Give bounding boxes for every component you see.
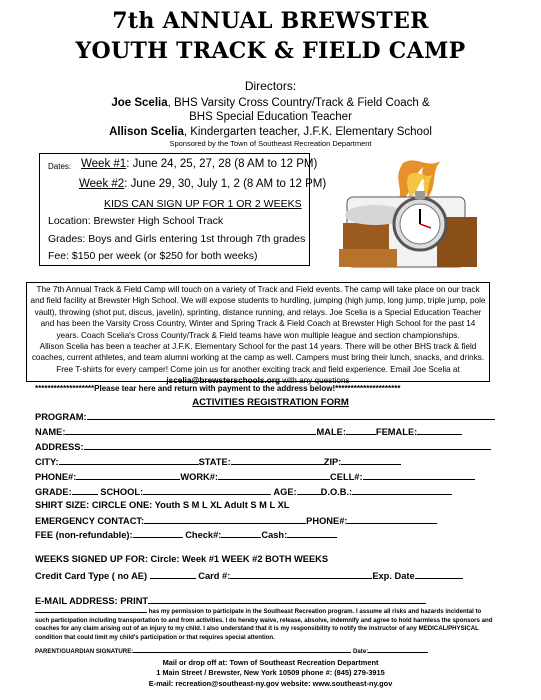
phone-label: PHONE#: <box>35 472 77 482</box>
email-line[interactable] <box>148 594 426 604</box>
state-label: STATE: <box>198 457 231 467</box>
address-label: ADDRESS: <box>35 442 84 452</box>
contact-email: jscelia@brewsterschools.org <box>166 376 280 386</box>
female-label: FEMALE: <box>375 427 418 437</box>
director-2-name: Allison Scelia <box>109 126 184 138</box>
grade-label: GRADE: <box>35 487 72 497</box>
exp-label: Exp. Date <box>372 571 415 581</box>
work-line[interactable] <box>218 470 330 480</box>
dob-line[interactable] <box>352 485 452 495</box>
credit-label: Credit Card Type ( no AE) <box>35 571 148 581</box>
description-p2-text: Allison Scelia has been a teacher at J.F.K. Elementary School for the past 14 years. There will be other BHS track & field coaches, current athletes, and team alumni working at the camp as well. Campers must bring their lunch, snacks, and drinks. Free T-shirts for every camper! Come join us for another exciting track and field experience. Email Joe Scelia at <box>31 342 485 374</box>
date-label: Date: <box>353 648 369 655</box>
address-line[interactable] <box>84 440 491 450</box>
week-1 <box>81 158 317 170</box>
male-label: MALE: <box>316 427 346 437</box>
week-1-label: Week #1 <box>81 158 127 170</box>
cell-label: CELL#: <box>330 472 363 482</box>
week-2 <box>79 178 326 190</box>
week-2-dates: : June 29, 30, July 1, 2 (8 AM to 12 PM) <box>124 178 327 190</box>
city-line[interactable] <box>59 455 199 465</box>
name-label: NAME: <box>35 427 66 437</box>
fee-line[interactable] <box>133 528 183 538</box>
check-line[interactable] <box>221 528 261 538</box>
description-p2-end: with any questions <box>279 376 350 386</box>
zip-label: ZIP: <box>323 457 342 467</box>
location: Location: Brewster High School Track <box>48 215 224 227</box>
phone-line[interactable] <box>76 470 180 480</box>
fee-info: Fee: $150 per week (or $250 for both weeks) <box>48 250 258 262</box>
signup-note: KIDS CAN SIGN UP FOR 1 OR 2 WEEKS <box>104 198 302 210</box>
shirt-size-row[interactable]: SHIRT SIZE: CIRCLE ONE: Youth S M L XL Adult S M L XL <box>35 500 290 510</box>
exp-line[interactable] <box>415 569 463 579</box>
phone-row <box>35 470 475 482</box>
card-line[interactable] <box>230 569 372 579</box>
email-label: E-MAIL ADDRESS: PRINT <box>35 596 149 606</box>
school-line[interactable] <box>143 485 271 495</box>
camp-info-box <box>39 153 327 266</box>
cash-label: Cash: <box>261 530 288 540</box>
weeks-row[interactable]: WEEKS SIGNED UP FOR: Circle: Week #1 WEEK #2 BOTH WEEKS <box>35 554 329 564</box>
grades: Grades: Boys and Girls entering 1st through 7th grades <box>48 233 306 245</box>
director-1-role: , BHS Varsity Cross Country/Track & Field Coach & <box>167 97 430 109</box>
dates-label: Dates: <box>48 162 72 171</box>
sponsor-line: Sponsored by the Town of Southeast Recreation Department <box>169 139 372 148</box>
grade-row <box>35 485 452 497</box>
name-line[interactable] <box>65 425 316 435</box>
description-box <box>26 282 490 386</box>
check-label: Check#: <box>185 530 222 540</box>
signature-row <box>35 646 497 657</box>
footer-line-2: 1 Main Street / Brewster, New York 10509 phone #: (845) 279-3915 <box>156 668 385 677</box>
child-name-line[interactable] <box>35 606 147 613</box>
program-label: PROGRAM: <box>35 412 87 422</box>
date-line[interactable] <box>368 646 428 653</box>
fee-label: FEE (non-refundable): <box>35 530 133 540</box>
form-heading: ACTIVITIES REGISTRATION FORM <box>192 397 349 408</box>
fee-row <box>35 528 337 540</box>
program-field[interactable] <box>35 410 495 422</box>
zip-line[interactable] <box>341 455 401 465</box>
city-label: CITY: <box>35 457 59 467</box>
parent-signature-line[interactable] <box>133 646 351 653</box>
tear-line: *******************Please tear here and return with payment to the address below!********************* <box>35 384 401 393</box>
director-2 <box>0 125 541 140</box>
emergency-label: EMERGENCY CONTACT: <box>35 516 145 526</box>
age-line[interactable] <box>297 485 321 495</box>
name-row <box>35 425 462 437</box>
permission-statement: has my permission to participate in the Southeast Recreation program. I assume all risks and hazards incidental to such participation including transportation to and from activities. I do hereby waive, release, absolve, indemnify and agree to hold harmless the sponsors and coaches for any claim arising out of an injury to my child. I also understand that it is my responsibility to notify the instructor of any MEDICAL/PHYSICAL condition that could limit my child's participation or that requires special attention. <box>35 608 493 641</box>
description-paragraph-2 <box>30 341 486 387</box>
work-label: WORK#: <box>180 472 219 482</box>
permission-text <box>35 606 497 642</box>
parent-signature-label: PARENT/GUARDIAN SIGNATURE: <box>35 648 134 655</box>
emergency-row <box>35 514 437 526</box>
director-2-role: , Kindergarten teacher, J.F.K. Elementary School <box>183 126 432 138</box>
cell-line[interactable] <box>363 470 475 480</box>
phone2-line[interactable] <box>347 514 437 524</box>
week-2-label: Week #2 <box>79 178 125 190</box>
director-1-name: Joe Scelia <box>111 97 168 109</box>
phone2-label: PHONE#: <box>306 516 348 526</box>
title-line-1: 7th ANNUAL BREWSTER <box>112 8 429 34</box>
age-label: AGE: <box>273 487 297 497</box>
emergency-line[interactable] <box>144 514 306 524</box>
email-row <box>35 594 426 606</box>
week-1-dates: : June 24, 25, 27, 28 (8 AM to 12 PM) <box>126 158 318 170</box>
male-line[interactable] <box>346 425 376 435</box>
credit-line[interactable] <box>150 569 196 579</box>
stopwatch-illustration <box>333 153 483 271</box>
description-paragraph-1: The 7th Annual Track & Field Camp will touch on a variety of Track and Field events. The camp will take place on our track and field facility at Brewster High School. We will expose students to hurdling, jumping (high jump, long jump, triple jump, pole vault), throwing (shot put, discus, javelin), sprinting, distance running, and relays. Joe Scelia is a Special Education Teacher and has been the Varsity Cross Country, Winter and Spring Track & Field Coach at Brewster High School for the past 14 years. Coach Scelia's Cross County/Track & Field teams have won multiple league and section championships. <box>30 285 486 340</box>
cash-line[interactable] <box>287 528 337 538</box>
directors-label: Directors: <box>244 79 297 93</box>
city-row <box>35 455 401 467</box>
title-line-2: YOUTH TRACK & FIELD CAMP <box>75 38 466 64</box>
director-1-role-2: BHS Special Education Teacher <box>189 111 352 123</box>
footer-line-3: E-mail: recreation@southeast-ny.gov website: www.southeast-ny.gov <box>148 679 393 688</box>
footer-line-1: Mail or drop off at: Town of Southeast Recreation Department <box>162 658 379 667</box>
grade-line[interactable] <box>72 485 98 495</box>
dob-label: D.O.B.: <box>320 487 353 497</box>
address-field <box>35 440 491 452</box>
card-label: Card #: <box>198 571 231 581</box>
state-line[interactable] <box>231 455 324 465</box>
program-line[interactable] <box>87 410 495 420</box>
female-line[interactable] <box>417 425 462 435</box>
director-1 <box>0 96 541 111</box>
credit-row <box>35 569 463 581</box>
school-label: SCHOOL: <box>100 487 144 497</box>
